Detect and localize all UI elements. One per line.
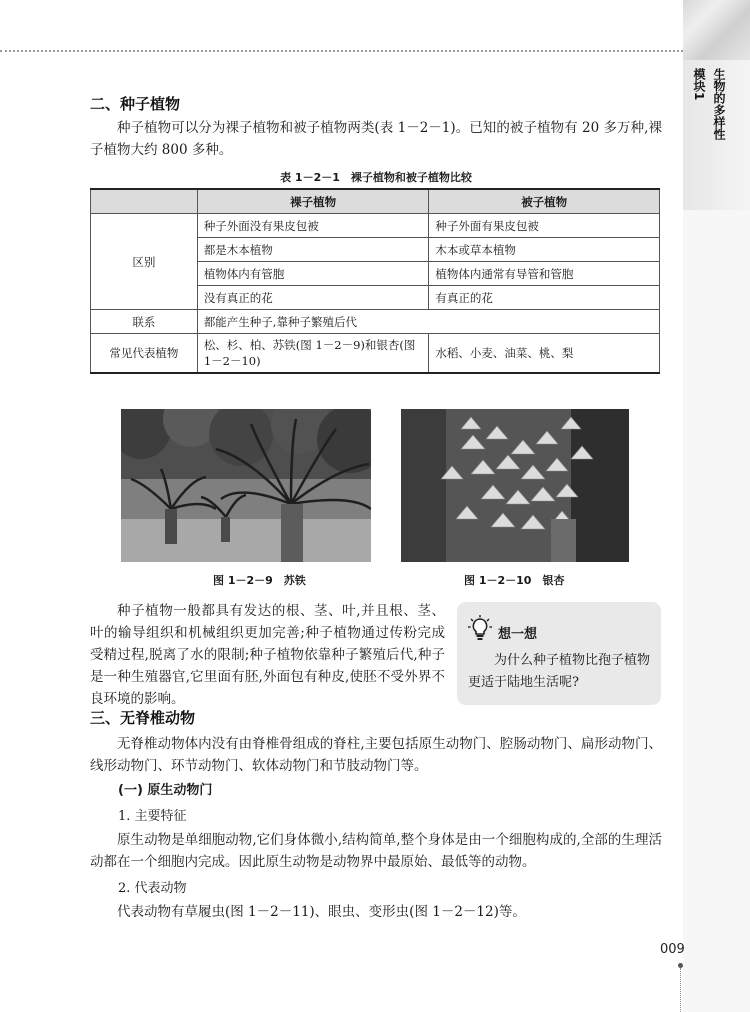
ginkgo-image: [401, 409, 629, 562]
relation-label: 联系: [91, 310, 198, 334]
table-cell: 植物体内有管胞: [197, 262, 429, 286]
ginkgo-photo: [401, 409, 629, 562]
think-title: 想一想: [498, 627, 538, 642]
diff-group-label: 区别: [91, 214, 198, 310]
comparison-table: [90, 188, 660, 374]
fig1-caption: 图 1－2－9 苏铁: [213, 574, 306, 587]
header-dotted-rule: [0, 50, 683, 52]
table-cell: 种子外面有果皮包被: [429, 214, 660, 238]
table-row: [91, 334, 660, 374]
section2-intro: 种子植物可以分为裸子植物和被子植物两类(表 1－2－1)。已知的被子植物有 20 多万种,裸子植物大约 800 多种。: [90, 120, 662, 158]
page-number-line: [680, 968, 681, 1012]
cycad-image: [121, 409, 371, 562]
think-question: 为什么种子植物比孢子植物更适于陆地生活呢?: [468, 653, 651, 690]
feature-paragraph: 原生动物是单细胞动物,它们身体微小,结构简单,整个身体是由一个细胞构成的,全部的生理活动都在一个细胞内完成。因此原生动物是动物界中最原始、最低等的动物。: [90, 832, 662, 870]
examples-label: 常见代表植物: [91, 334, 198, 374]
table-cell: 松、杉、柏、苏铁(图 1－2－9)和银杏(图 1－2－10): [197, 334, 429, 374]
table-cell: 水稻、小麦、油菜、桃、梨: [429, 334, 660, 374]
phylum-heading: (一) 原生动物门: [118, 783, 213, 798]
fig2-caption: 图 1－2－10 银杏: [464, 574, 565, 587]
table-row: [91, 310, 660, 334]
table-header-blank: [91, 189, 198, 214]
relation-text: 都能产生种子,靠种子繁殖后代: [197, 310, 659, 334]
section3-heading: 三、无脊椎动物: [90, 709, 196, 727]
table-header-row: [91, 189, 660, 214]
table-header-angio: 被子植物: [429, 189, 660, 214]
feature-heading: 1. 主要特征: [118, 809, 187, 824]
cycad-photo: [121, 409, 371, 562]
seed-plant-paragraph: 种子植物一般都具有发达的根、茎、叶,并且根、茎、叶的输导组织和机械组织更加完善;种子植物通过传粉完成受精过程,脱离了水的限制;种子植物依靠种子繁殖后代,种子是一种生殖器官,它里面有胚,外面包有种皮,使胚不受外界不良环境的影响。: [90, 603, 445, 707]
table-cell: 种子外面没有果皮包被: [197, 214, 429, 238]
examples-heading: 2. 代表动物: [118, 881, 187, 896]
module-topic: 生物的多样性: [712, 68, 726, 140]
page-number: 009: [660, 942, 685, 957]
side-tab: [683, 0, 750, 1012]
table-cell: 没有真正的花: [197, 286, 429, 310]
section2-heading: 二、种子植物: [90, 95, 181, 113]
table-header-gymno: 裸子植物: [197, 189, 429, 214]
section3-intro: 无脊椎动物体内没有由脊椎骨组成的脊柱,主要包括原生动物门、腔肠动物门、扁形动物门、线形动物门、环节动物门、软体动物门和节肢动物门等。: [90, 736, 662, 774]
module-label: 模块1: [692, 68, 706, 101]
side-tab-texture: [683, 0, 750, 60]
table-cell: 木本或草本植物: [429, 238, 660, 262]
lightbulb-icon: [468, 615, 492, 641]
table-caption: 表 1－2－1 裸子植物和被子植物比较: [280, 171, 472, 184]
table-cell: 都是木本植物: [197, 238, 429, 262]
examples-paragraph: 代表动物有草履虫(图 1－2－11)、眼虫、变形虫(图 1－2－12)等。: [117, 904, 526, 920]
table-cell: 植物体内通常有导管和管胞: [429, 262, 660, 286]
table-cell: 有真正的花: [429, 286, 660, 310]
table-row: [91, 214, 660, 238]
